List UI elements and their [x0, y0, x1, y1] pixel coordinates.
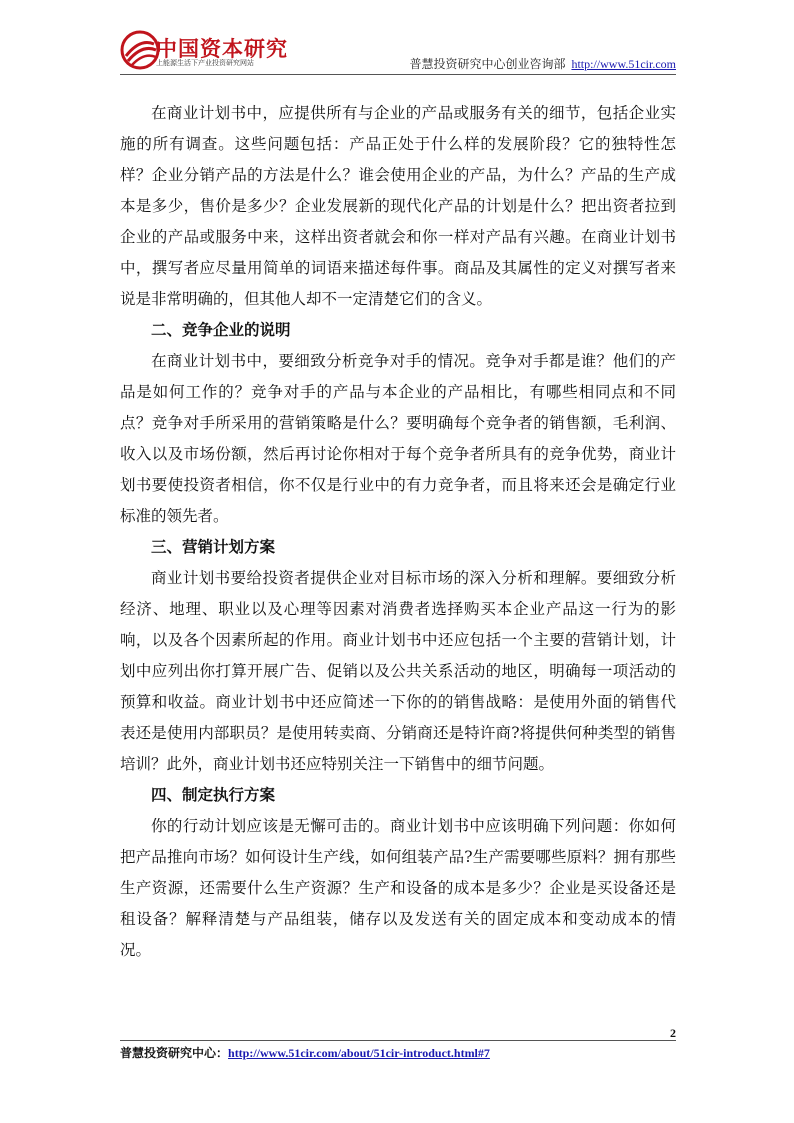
header-org: [409, 55, 676, 72]
body-paragraph: 在商业计划书中，应提供所有与企业的产品或服务有关的细节，包括企业实施的所有调查。这些问题包括：产品正处于什么样的发展阶段？它的独特性怎样？企业分销产品的方法是什么？谁会使用企业的产品，为什么？产品的生产成本是多少，售价是多少？企业发展新的现代化产品的计划是什么？把出资者拉到企业的产品或服务中来，这样出资者就会和你一样对产品有兴趣。在商业计划书中，撰写者应尽量用简单的词语来描述每件事。商品及其属性的定义对撰写者来说是非常明确的，但其他人却不一定清楚它们的含义。: [120, 104, 676, 308]
logo: [120, 30, 288, 70]
page-header: [120, 28, 676, 74]
document-body: [120, 98, 676, 966]
footer-divider: [120, 1040, 676, 1041]
section-heading: 三、营销计划方案: [151, 538, 276, 556]
body-paragraph: 在商业计划书中，要细致分析竞争对手的情况。竞争对手都是谁？他们的产品是如何工作的？竞争对手的产品与本企业的产品相比，有哪些相同点和不同点？竞争对手所采用的营销策略是什么？要明确每个竞争者的销售额，毛利润、收入以及市场份额，然后再讨论你相对于每个竞争者所具有的竞争优势，商业计划书要使投资者相信，你不仅是行业中的有力竞争者，而且将来还会是确定行业标准的领先者。: [120, 352, 676, 525]
page-number: 2: [670, 1026, 676, 1040]
body-paragraph: 商业计划书要给投资者提供企业对目标市场的深入分析和理解。要细致分析经济、地理、职业以及心理等因素对消费者选择购买本企业产品这一行为的影响，以及各个因素所起的作用。商业计划书中还应包括一个主要的营销计划，计划中应列出你打算开展广告、促销以及公共关系活动的地区，明确每一项活动的预算和收益。商业计划书中还应简述一下你的的销售战略：是使用外面的销售代表还是使用内部职员？是使用转卖商、分销商还是特许商?将提供何种类型的销售培训？此外，商业计划书还应特别关注一下销售中的细节问题。: [120, 569, 676, 773]
logo-title: 中国资本研究: [156, 36, 288, 61]
section-heading: 二、竞争企业的说明: [151, 321, 291, 339]
header-divider: [120, 74, 676, 75]
logo-subtitle: 上能源生活下产业投资研究网站: [156, 59, 254, 67]
footer-label: 普慧投资研究中心：: [120, 1046, 229, 1060]
logo-emblem-icon: [120, 30, 160, 70]
org-name: 普慧投资研究中心创业咨询部: [409, 57, 566, 71]
body-paragraph: 你的行动计划应该是无懈可击的。商业计划书中应该明确下列问题：你如何把产品推向市场？如何设计生产线，如何组装产品?生产需要哪些原料？拥有那些生产资源，还需要什么生产资源？生产和设备的成本是多少？企业是买设备还是租设备？解释清楚与产品组装，储存以及发送有关的固定成本和变动成本的情况。: [120, 817, 676, 959]
page-footer: [120, 1044, 490, 1061]
section-heading: 四、制定执行方案: [151, 786, 276, 804]
header-url-link[interactable]: http://www.51cir.com: [571, 57, 676, 71]
footer-url-link[interactable]: http://www.51cir.com/about/51cir-introduct.html#7: [228, 1046, 490, 1060]
